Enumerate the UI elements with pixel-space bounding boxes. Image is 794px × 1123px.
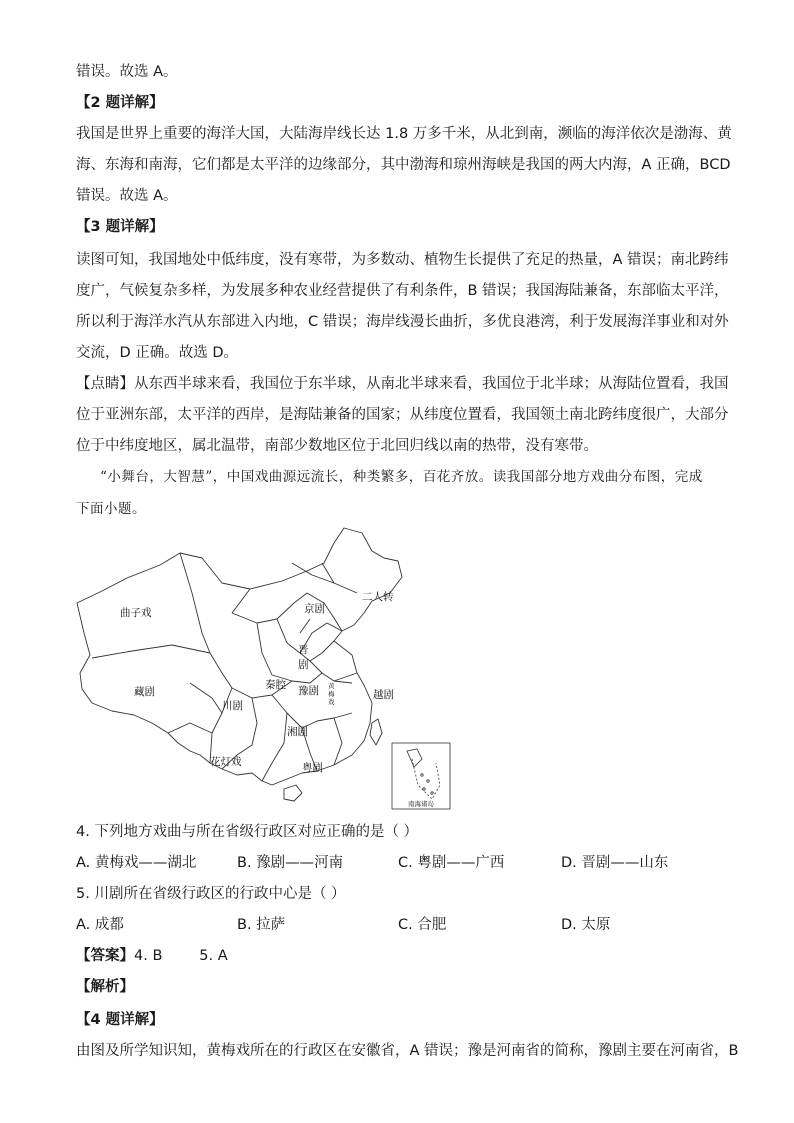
- text-line: 所以利于海洋水汽从东部进入内地，C 错误；海岸线漫长曲折，多优良港湾，利于发展海洋事业和对外: [76, 314, 729, 330]
- q5-option-c[interactable]: C. 合肥: [398, 917, 447, 933]
- taiwan-island: [370, 719, 382, 745]
- map-label-yueju-yue: 粤剧: [302, 762, 323, 774]
- answer-line: [76, 946, 716, 966]
- text-line: 位于中纬度地区，属北温带，南部少数地区位于北回归线以南的热带，没有寒带。: [76, 438, 598, 454]
- text-line: 交流，D 正确。故选 D。: [76, 345, 239, 361]
- map-label-chuanju: 川剧: [222, 700, 243, 712]
- question-4-stem: 4. 下列地方戏曲与所在省级行政区对应正确的是（ ）: [76, 824, 419, 840]
- q4-option-b[interactable]: B. 豫剧——河南: [237, 855, 344, 871]
- answer-text: 4. B 5. A: [134, 948, 228, 964]
- map-label-errenzhuan: 二人转: [362, 591, 394, 603]
- tip-paragraph: 【点睛】从东西半球来看，我国位于东半球，从南北半球来看，我国位于北半球；从海陆位置看，我国: [76, 376, 729, 392]
- map-label-yuju: 豫剧: [298, 685, 319, 697]
- section-heading: 【2 题详解】: [76, 95, 164, 111]
- text-line: 错误。故选 A。: [76, 188, 178, 204]
- map-label-xiangju: 湘剧: [287, 726, 308, 738]
- text-line: 由图及所学知识知，黄梅戏所在的行政区在安徽省，A 错误；豫是河南省的简称，豫剧主要在河南省，B: [76, 1043, 739, 1059]
- intro-line: 下面小题。: [76, 501, 146, 517]
- map-label-jingju: 京剧: [304, 603, 325, 615]
- q4-option-a[interactable]: A. 黄梅戏——湖北: [76, 855, 197, 871]
- map-label-zangju: 藏剧: [134, 686, 155, 698]
- hainan-island: [284, 785, 302, 801]
- map-label-qinqiang: 秦腔: [265, 679, 286, 691]
- map-label-mei: 梅: [328, 690, 335, 698]
- map-label-huang: 黄: [328, 682, 335, 690]
- map-label-yueju-zhe: 越剧: [373, 689, 394, 701]
- section-heading: 【3 题详解】: [76, 219, 164, 235]
- section-heading: 【4 题详解】: [76, 1012, 164, 1028]
- answer-tag: 【答案】: [76, 948, 134, 964]
- q4-option-c[interactable]: C. 粤剧——广西: [398, 855, 505, 871]
- map-label-huadengxi: 花灯戏: [210, 756, 242, 768]
- q5-option-b[interactable]: B. 拉萨: [237, 917, 286, 933]
- text-line: 错误。故选 A。: [76, 64, 178, 80]
- question-5-stem: 5. 川剧所在省级行政区的行政中心是（ ）: [76, 886, 346, 902]
- text-line: 度广，气候复杂多样，为发展多种农业经营提供了有利条件，B 错误；我国海陆兼备，东部临太平洋，: [76, 283, 729, 299]
- text-line: 我国是世界上重要的海洋大国，大陆海岸线长达 1.8 万多千米，从北到南，濒临的海洋依次是渤海、黄: [76, 126, 732, 142]
- text-line: 读图可知，我国地处中低纬度，没有寒带，为多数动、植物生长提供了充足的热量，A 错误；南北跨纬: [76, 252, 729, 268]
- text-line: 位于亚洲东部，太平洋的西岸，是海陆兼备的国家；从纬度位置看，我国领土南北跨纬度很广，大部分: [76, 407, 729, 423]
- q4-option-d[interactable]: D. 晋剧——山东: [561, 855, 669, 871]
- q5-option-d[interactable]: D. 太原: [561, 917, 611, 933]
- analysis-heading: 【解析】: [76, 979, 134, 995]
- map-label-quzixi: 曲子戏: [120, 607, 152, 619]
- china-outline: [77, 528, 402, 785]
- q5-option-a[interactable]: A. 成都: [76, 917, 124, 933]
- map-label-nanhai: 南海诸岛: [408, 800, 434, 808]
- text-line: 海、东海和南海，它们都是太平洋的边缘部分，其中渤海和琼州海峡是我国的两大内海，A 正确，BCD: [76, 157, 731, 173]
- intro-line: “小舞台，大智慧”，中国戏曲源远流长，种类繁多，百花齐放。读我国部分地方戏曲分布图，完成: [100, 469, 703, 485]
- map-label-xi: 戏: [328, 698, 335, 706]
- china-opera-map: [72, 523, 464, 813]
- map-label-jin: 晋: [298, 644, 309, 656]
- map-label-ju: 剧: [298, 659, 309, 671]
